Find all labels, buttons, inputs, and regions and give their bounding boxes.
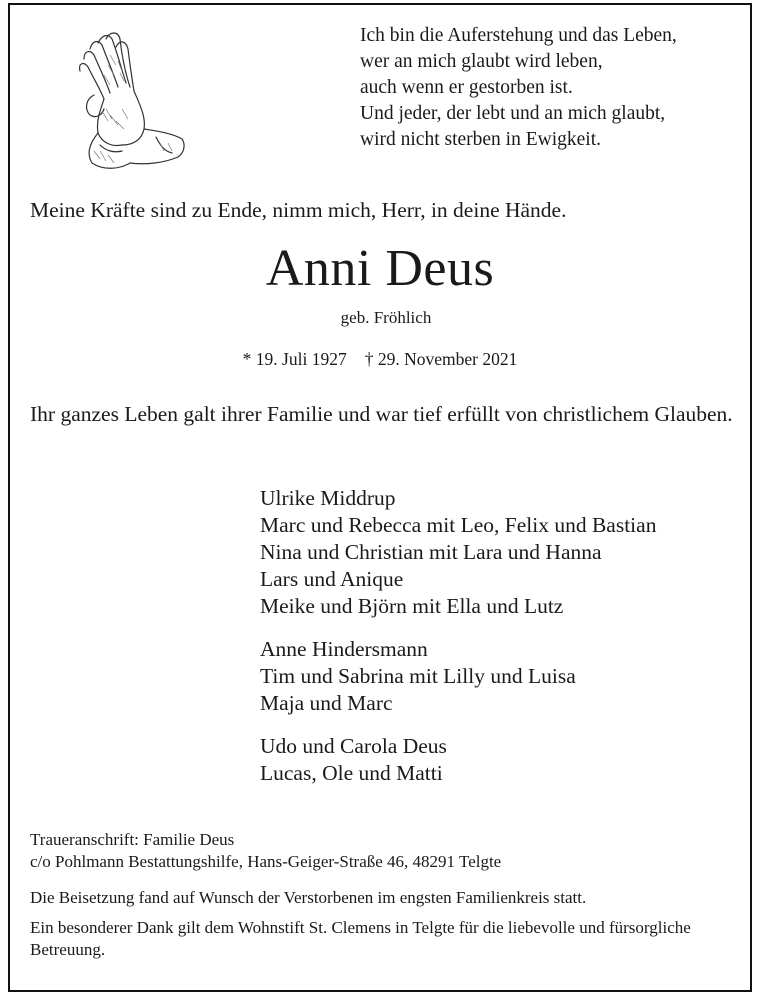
mourner-group [260, 636, 748, 717]
verse-line: Ich bin die Auferstehung und das Leben, [360, 25, 677, 46]
mourner-line: Tim und Sabrina mit Lilly und Luisa [260, 664, 576, 688]
mourning-address [30, 829, 742, 873]
mourner-line: Maja und Marc [260, 691, 393, 715]
mourner-group [260, 733, 748, 787]
mourner-line: Meike und Björn mit Ella und Lutz [260, 594, 564, 618]
verse-line: Und jeder, der lebt und an mich glaubt, [360, 103, 666, 124]
obituary-frame [8, 3, 752, 992]
praying-hands-icon [60, 25, 200, 175]
thanks-note: Ein besonderer Dank gilt dem Wohnstift St. Clemens in Telgte für die liebevolle und fürsorgliche Betreuung. [30, 918, 691, 959]
mourner-line: Ulrike Middrup [260, 486, 396, 510]
mourner-line: Nina und Christian mit Lara und Hanna [260, 540, 602, 564]
footer [30, 829, 742, 961]
mourner-line: Anne Hindersmann [260, 637, 428, 661]
address-line: c/o Pohlmann Bestattungshilfe, Hans-Geiger-Straße 46, 48291 Telgte [30, 852, 502, 871]
mourner-line: Lucas, Ole und Matti [260, 761, 443, 785]
birth-date: * 19. Juli 1927 [242, 349, 347, 369]
verse-block [360, 23, 745, 153]
verse-line: wird nicht sterben in Ewigkeit. [360, 129, 601, 150]
verse-line: auch wenn er gestorben ist. [360, 77, 573, 98]
address-line: Traueranschrift: Familie Deus [30, 830, 235, 849]
life-dates [10, 348, 750, 370]
mourners-list [260, 485, 748, 803]
maiden-name: geb. Fröhlich [340, 308, 432, 327]
mourner-group [260, 485, 748, 620]
deceased-name: Anni Deus [265, 240, 495, 297]
death-date: † 29. November 2021 [364, 349, 518, 369]
motto: Meine Kräfte sind zu Ende, nimm mich, Herr, in deine Hände. [30, 198, 567, 222]
mourner-line: Marc und Rebecca mit Leo, Felix und Bastian [260, 513, 657, 537]
mourner-line: Udo und Carola Deus [260, 734, 447, 758]
tribute-text: Ihr ganzes Leben galt ihrer Familie und war tief erfüllt von christlichem Glauben. [30, 402, 733, 426]
burial-note: Die Beisetzung fand auf Wunsch der Verstorbenen im engsten Familienkreis statt. [30, 888, 587, 907]
verse-line: wer an mich glaubt wird leben, [360, 51, 603, 72]
mourner-line: Lars und Anique [260, 567, 404, 591]
